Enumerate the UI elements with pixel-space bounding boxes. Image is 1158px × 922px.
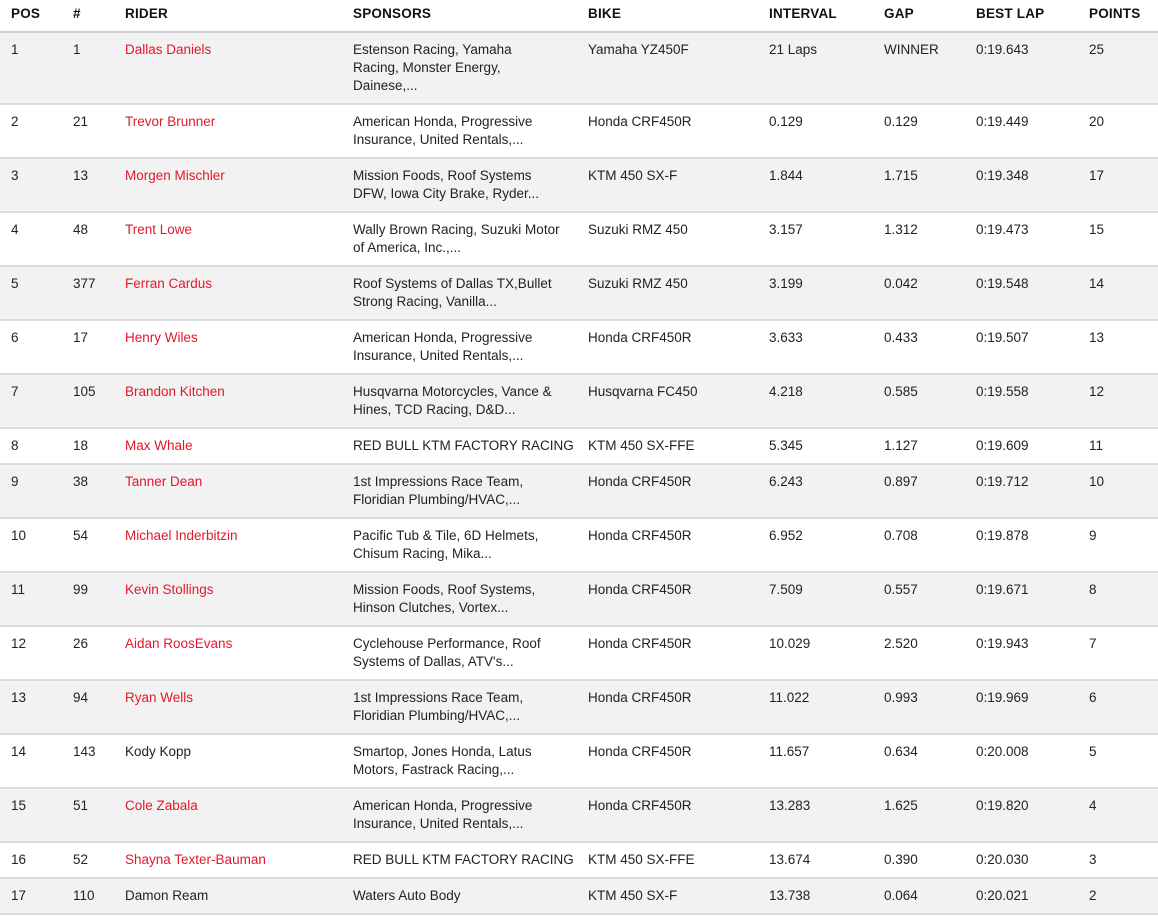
cell-pos: 14 [11,744,27,759]
sponsor-line: Roof Systems of Dallas TX,Bullet [353,276,552,291]
sponsor-line: Insurance, United Rentals,... [353,348,524,363]
table-row [0,879,1158,915]
sponsor-line: American Honda, Progressive [353,798,533,813]
rider-link[interactable]: Henry Wiles [125,330,198,345]
cell-bike: Yamaha YZ450F [588,42,689,57]
cell-pos: 6 [11,330,19,345]
cell-bike: KTM 450 SX-FFE [588,852,695,867]
cell-pos: 4 [11,222,19,237]
cell-sponsors [353,581,575,617]
cell-interval: 7.509 [769,582,803,597]
cell-points: 14 [1089,276,1105,291]
cell-bike: KTM 450 SX-FFE [588,438,695,453]
sponsor-line: Insurance, United Rentals,... [353,132,524,147]
cell-best-lap: 0:19.609 [976,438,1029,453]
cell-number: 54 [73,528,89,543]
cell-interval: 13.738 [769,888,811,903]
cell-best-lap: 0:20.008 [976,744,1029,759]
cell-interval: 6.243 [769,474,803,489]
sponsor-line: 1st Impressions Race Team, [353,690,524,705]
cell-points: 15 [1089,222,1105,237]
rider-link[interactable]: Tanner Dean [125,474,203,489]
sponsor-line: Floridian Plumbing/HVAC,... [353,492,521,507]
table-row [0,267,1158,321]
sponsor-line: Systems of Dallas, ATV's... [353,654,514,669]
rider-link[interactable]: Ferran Cardus [125,276,213,291]
sponsor-line: 1st Impressions Race Team, [353,474,524,489]
cell-points: 13 [1089,330,1105,345]
cell-bike: Suzuki RMZ 450 [588,276,688,291]
cell-points: 2 [1089,888,1097,903]
rider-link[interactable]: Cole Zabala [125,798,198,813]
cell-bike: Honda CRF450R [588,690,692,705]
sponsor-line: Chisum Racing, Mika... [353,546,492,561]
sponsor-line: of America, Inc.,... [353,240,462,255]
rider-link[interactable]: Michael Inderbitzin [125,528,238,543]
sponsor-line: Floridian Plumbing/HVAC,... [353,708,521,723]
cell-best-lap: 0:19.712 [976,474,1029,489]
cell-sponsors [353,383,575,419]
header-points[interactable]: POINTS [1089,6,1141,21]
cell-sponsors [353,527,575,563]
cell-pos: 8 [11,438,19,453]
sponsor-line: Estenson Racing, Yamaha [353,42,512,57]
cell-number: 52 [73,852,89,867]
rider-link[interactable]: Morgen Mischler [125,168,225,183]
cell-number: 21 [73,114,89,129]
cell-pos: 5 [11,276,19,291]
cell-number: 26 [73,636,89,651]
cell-sponsors [353,41,575,95]
table-row [0,681,1158,735]
sponsor-line: DFW, Iowa City Brake, Ryder... [353,186,540,201]
cell-bike: KTM 450 SX-F [588,888,678,903]
cell-points: 3 [1089,852,1097,867]
sponsor-line: Wally Brown Racing, Suzuki Motor [353,222,560,237]
rider-name: Kody Kopp [125,744,192,759]
cell-number: 51 [73,798,89,813]
cell-sponsors [353,635,575,671]
cell-points: 11 [1089,438,1104,453]
cell-bike: Honda CRF450R [588,582,692,597]
cell-pos: 2 [11,114,19,129]
cell-bike: Suzuki RMZ 450 [588,222,688,237]
sponsor-line: RED BULL KTM FACTORY RACING [353,438,574,453]
cell-gap: 2.520 [884,636,918,651]
cell-points: 17 [1089,168,1105,183]
cell-gap: 0.433 [884,330,918,345]
table-row [0,375,1158,429]
table-row [0,33,1158,105]
cell-pos: 11 [11,582,26,597]
rider-link[interactable]: Dallas Daniels [125,42,212,57]
table-row [0,105,1158,159]
cell-gap: 0.897 [884,474,918,489]
cell-bike: Honda CRF450R [588,798,692,813]
cell-sponsors [353,797,575,833]
cell-number: 105 [73,384,96,399]
cell-points: 5 [1089,744,1097,759]
table-row [0,789,1158,843]
sponsor-line: Dainese,... [353,78,418,93]
cell-sponsors [353,473,575,509]
cell-pos: 10 [11,528,27,543]
cell-number: 17 [73,330,89,345]
cell-sponsors [353,437,575,455]
cell-best-lap: 0:20.021 [976,888,1029,903]
cell-interval: 6.952 [769,528,803,543]
cell-bike: Honda CRF450R [588,330,692,345]
cell-best-lap: 0:19.558 [976,384,1029,399]
cell-sponsors [353,851,575,869]
cell-pos: 1 [11,42,19,57]
cell-number: 18 [73,438,89,453]
header-rider[interactable]: RIDER [125,6,169,21]
cell-pos: 9 [11,474,19,489]
cell-number: 377 [73,276,96,291]
cell-interval: 4.218 [769,384,803,399]
cell-bike: Honda CRF450R [588,528,692,543]
cell-number: 48 [73,222,89,237]
cell-best-lap: 0:19.449 [976,114,1029,129]
sponsor-line: Husqvarna Motorcycles, Vance & [353,384,552,399]
cell-gap: 0.390 [884,852,918,867]
cell-interval: 3.633 [769,330,803,345]
table-row [0,519,1158,573]
cell-gap: 1.127 [884,438,918,453]
cell-points: 6 [1089,690,1097,705]
cell-gap: 0.042 [884,276,918,291]
header-best-lap[interactable]: BEST LAP [976,6,1045,21]
cell-sponsors [353,689,575,725]
cell-number: 1 [73,42,81,57]
cell-number: 38 [73,474,89,489]
cell-gap: 0.993 [884,690,918,705]
cell-sponsors [353,113,575,149]
cell-pos: 15 [11,798,27,813]
header-number[interactable]: # [73,6,81,21]
cell-gap: 0.708 [884,528,918,543]
cell-pos: 7 [11,384,19,399]
sponsor-line: Pacific Tub & Tile, 6D Helmets, [353,528,539,543]
cell-points: 4 [1089,798,1097,813]
table-header [0,0,1158,33]
rider-link[interactable]: Trent Lowe [125,222,193,237]
cell-best-lap: 0:19.507 [976,330,1029,345]
sponsor-line: Racing, Monster Energy, [353,60,501,75]
cell-gap: 0.129 [884,114,918,129]
header-interval[interactable]: INTERVAL [769,6,837,21]
cell-gap: 0.585 [884,384,918,399]
table-row [0,429,1158,465]
rider-link[interactable]: Trevor Brunner [125,114,216,129]
table-row [0,843,1158,879]
cell-number: 94 [73,690,89,705]
cell-interval: 11.657 [769,744,810,759]
cell-number: 13 [73,168,89,183]
sponsor-line: Cyclehouse Performance, Roof [353,636,541,651]
cell-interval: 10.029 [769,636,811,651]
table-row [0,321,1158,375]
rider-link[interactable]: Aidan RoosEvans [125,636,233,651]
cell-number: 110 [73,888,95,903]
rider-link[interactable]: Max Whale [125,438,193,453]
cell-best-lap: 0:19.943 [976,636,1029,651]
sponsor-line: Hinson Clutches, Vortex... [353,600,509,615]
cell-points: 9 [1089,528,1097,543]
cell-sponsors [353,743,575,779]
cell-pos: 3 [11,168,19,183]
cell-sponsors [353,221,575,257]
sponsor-line: Waters Auto Body [353,888,461,903]
cell-pos: 17 [11,888,27,903]
cell-interval: 13.674 [769,852,811,867]
table-row [0,159,1158,213]
sponsor-line: Insurance, United Rentals,... [353,816,524,831]
cell-bike: Honda CRF450R [588,474,692,489]
cell-best-lap: 0:19.969 [976,690,1029,705]
table-row [0,213,1158,267]
table-row [0,735,1158,789]
cell-number: 143 [73,744,96,759]
cell-interval: 3.157 [769,222,803,237]
cell-best-lap: 0:19.548 [976,276,1029,291]
rider-link[interactable]: Shayna Texter-Bauman [125,852,266,867]
cell-interval: 1.844 [769,168,803,183]
header-gap[interactable]: GAP [884,6,914,21]
cell-interval: 11.022 [769,690,810,705]
cell-best-lap: 0:19.643 [976,42,1029,57]
table-row [0,627,1158,681]
sponsor-line: Motors, Fastrack Racing,... [353,762,515,777]
cell-sponsors [353,167,575,203]
sponsor-line: Smartop, Jones Honda, Latus [353,744,532,759]
cell-number: 99 [73,582,89,597]
cell-gap: 1.715 [884,168,918,183]
cell-points: 7 [1089,636,1097,651]
sponsor-line: Hines, TCD Racing, D&D... [353,402,516,417]
cell-gap: 0.064 [884,888,918,903]
cell-gap: WINNER [884,42,939,57]
rider-link[interactable]: Kevin Stollings [125,582,214,597]
cell-interval: 0.129 [769,114,803,129]
cell-sponsors [353,329,575,365]
cell-points: 20 [1089,114,1105,129]
header-bike[interactable]: BIKE [588,6,622,21]
cell-best-lap: 0:20.030 [976,852,1029,867]
cell-gap: 1.625 [884,798,918,813]
sponsor-line: Mission Foods, Roof Systems [353,168,532,183]
cell-points: 12 [1089,384,1105,399]
cell-bike: KTM 450 SX-F [588,168,678,183]
cell-interval: 3.199 [769,276,803,291]
cell-points: 8 [1089,582,1097,597]
cell-bike: Honda CRF450R [588,114,692,129]
cell-pos: 16 [11,852,27,867]
cell-bike: Honda CRF450R [588,636,692,651]
cell-best-lap: 0:19.820 [976,798,1029,813]
rider-link[interactable]: Brandon Kitchen [125,384,225,399]
cell-gap: 0.557 [884,582,918,597]
rider-name: Damon Ream [125,888,209,903]
cell-interval: 5.345 [769,438,803,453]
cell-gap: 1.312 [884,222,918,237]
cell-points: 25 [1089,42,1105,57]
cell-interval: 13.283 [769,798,811,813]
cell-pos: 13 [11,690,27,705]
table-row [0,465,1158,519]
cell-pos: 12 [11,636,27,651]
sponsor-line: Strong Racing, Vanilla... [353,294,497,309]
cell-best-lap: 0:19.671 [976,582,1029,597]
header-sponsors[interactable]: SPONSORS [353,6,432,21]
cell-sponsors [353,275,575,311]
header-pos[interactable]: POS [11,6,41,21]
sponsor-line: American Honda, Progressive [353,330,533,345]
cell-interval: 21 Laps [769,42,818,57]
cell-best-lap: 0:19.348 [976,168,1029,183]
cell-points: 10 [1089,474,1105,489]
rider-link[interactable]: Ryan Wells [125,690,194,705]
sponsor-line: American Honda, Progressive [353,114,533,129]
cell-bike: Honda CRF450R [588,744,692,759]
cell-sponsors [353,887,575,905]
table-body [0,33,1158,915]
cell-best-lap: 0:19.473 [976,222,1029,237]
cell-bike: Husqvarna FC450 [588,384,698,399]
table-row [0,573,1158,627]
cell-gap: 0.634 [884,744,918,759]
sponsor-line: RED BULL KTM FACTORY RACING [353,852,574,867]
sponsor-line: Mission Foods, Roof Systems, [353,582,536,597]
cell-best-lap: 0:19.878 [976,528,1029,543]
